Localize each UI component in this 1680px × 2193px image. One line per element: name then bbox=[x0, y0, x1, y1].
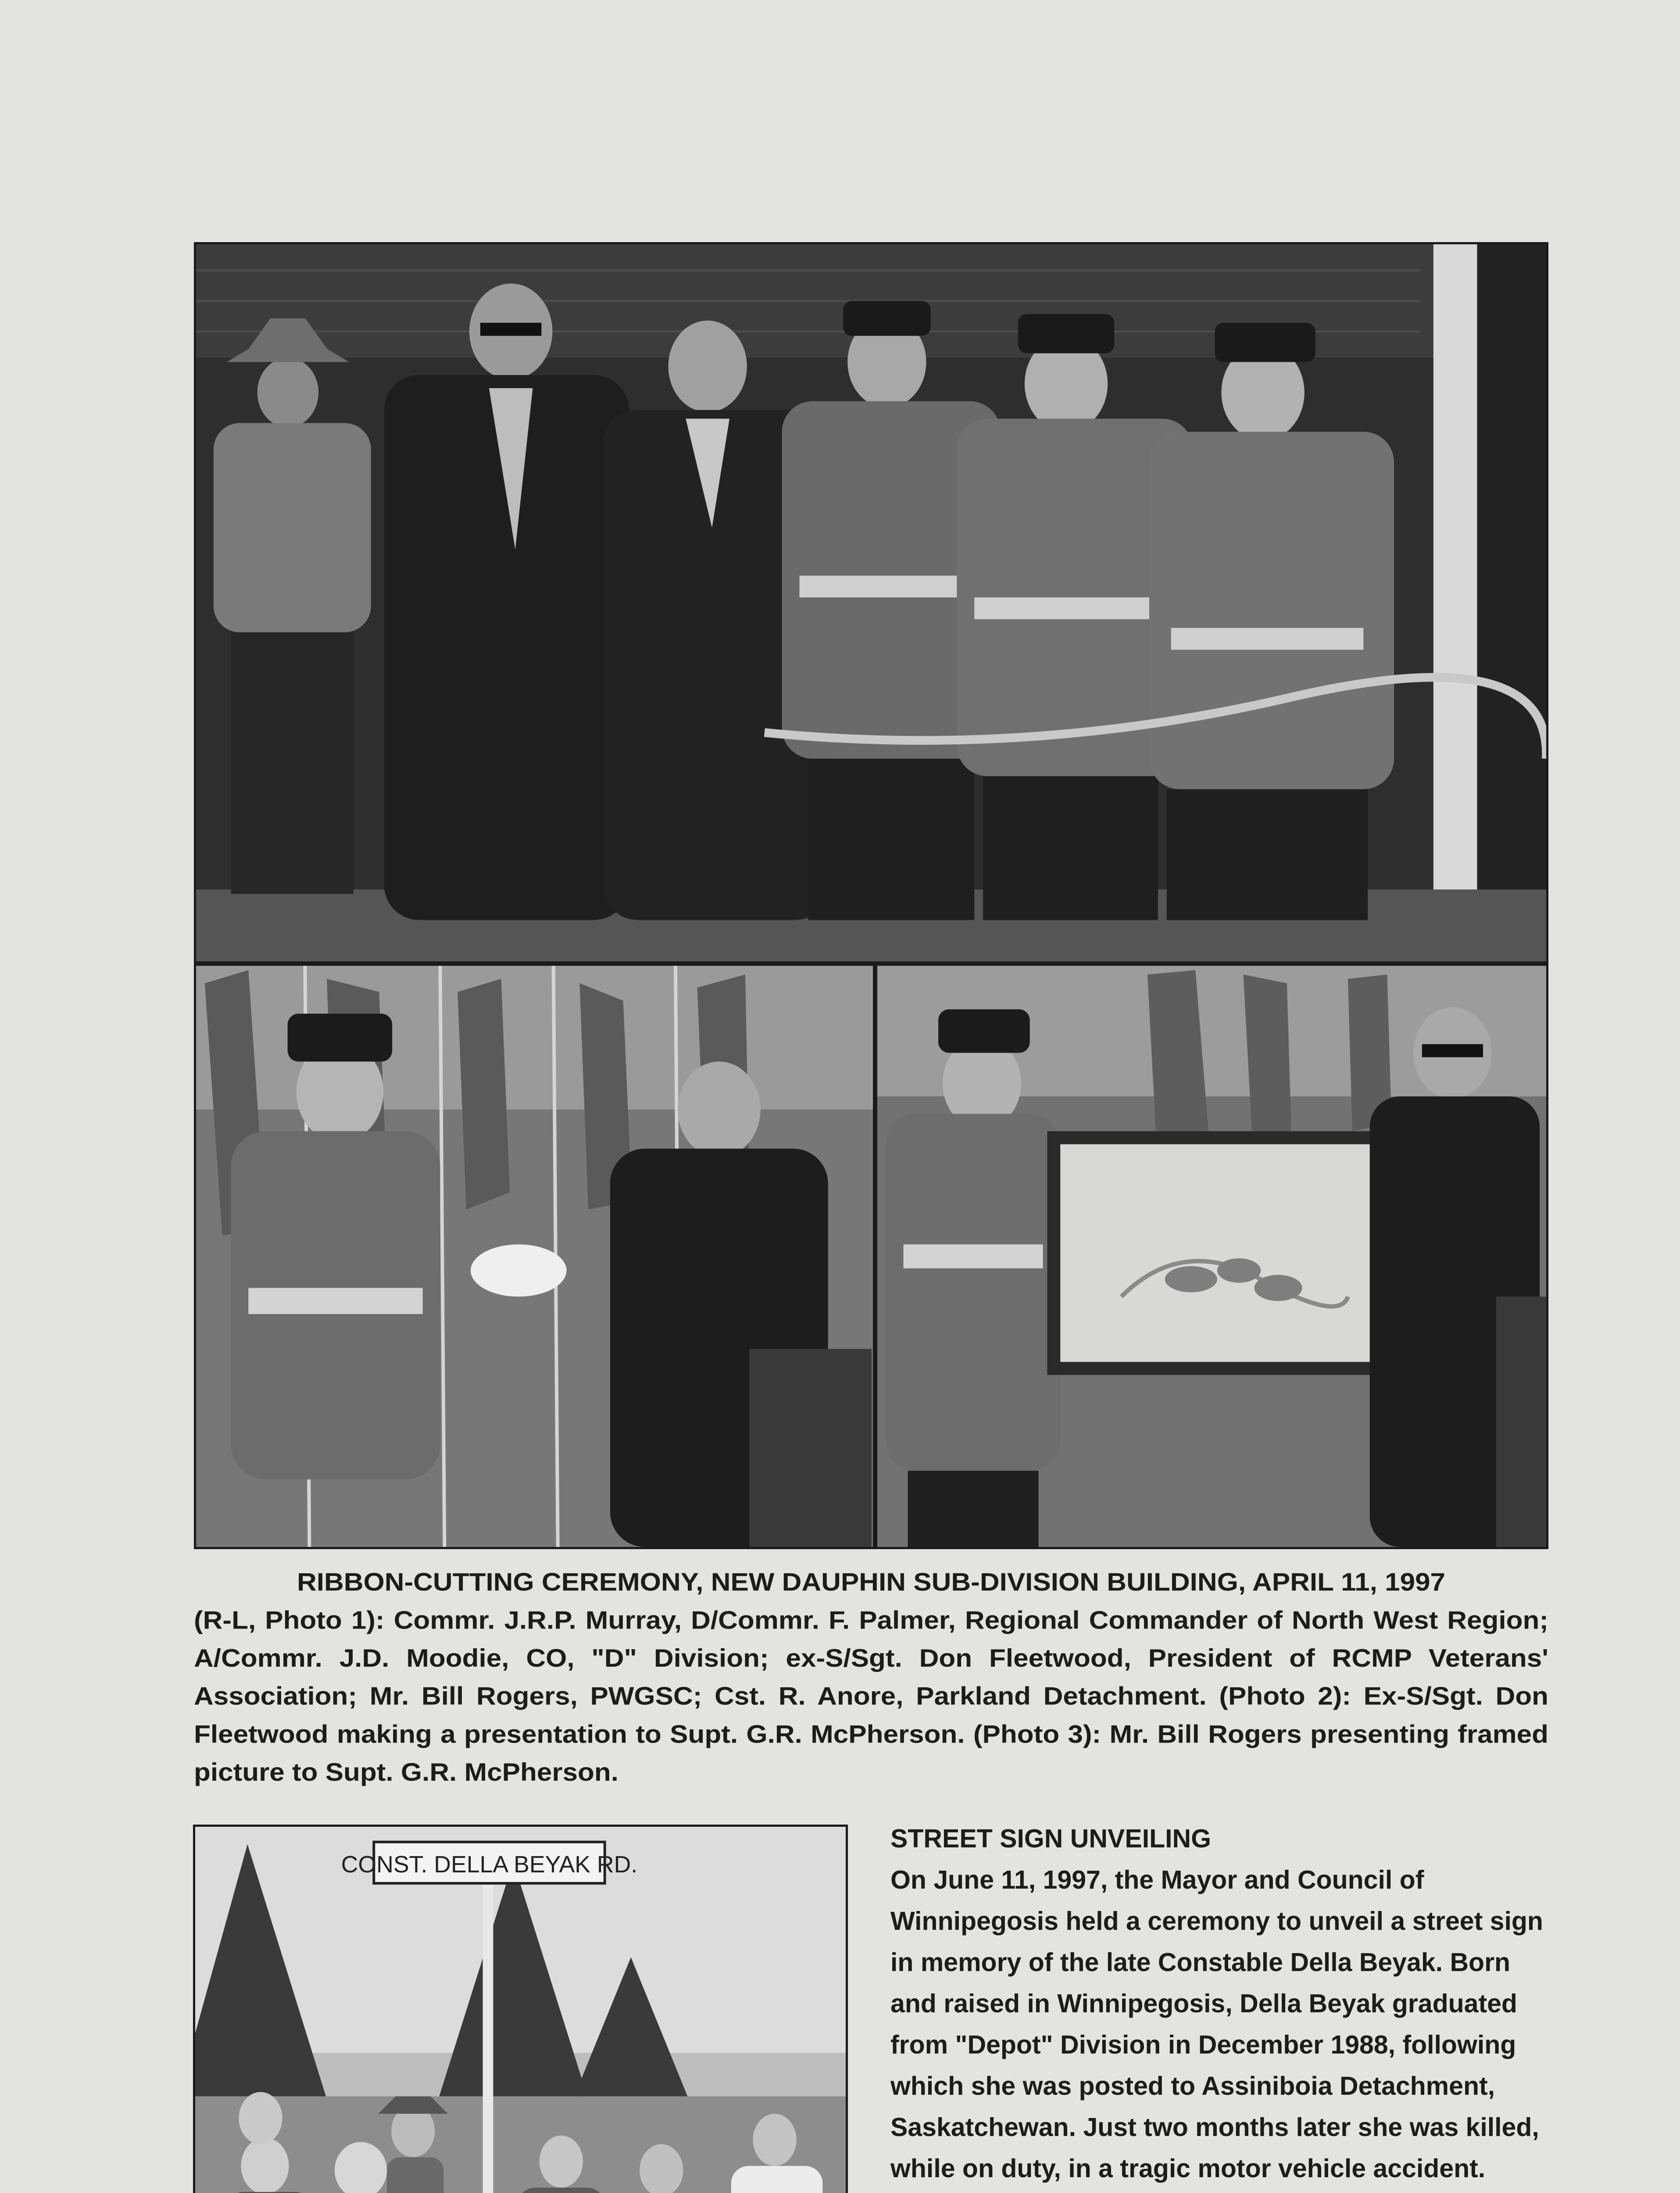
street-sign-text: CONST. DELLA BEYAK RD. bbox=[341, 1851, 638, 1878]
street-sign-article bbox=[890, 1818, 1544, 2193]
framed-picture-photo bbox=[875, 964, 1548, 1549]
article-title: STREET SIGN UNVEILING bbox=[890, 1824, 1212, 1853]
presentation-photo bbox=[194, 964, 875, 1549]
ribbon-cutting-photo bbox=[194, 242, 1548, 964]
article-body: On June 11, 1997, the Mayor and Council of Winnipegosis held a ceremony to unveil a street sign in memory of the late Constable Della Beyak. Born and raised in Winnipegosis, Della Beyak graduated from "Depot" Division in December 1988, following which she was posted to Assiniboia Detachment, Saskatchewan. Just two months later she was killed, while on duty, in a tragic motor vehicle accident. bbox=[890, 1865, 1543, 2183]
photo-caption bbox=[194, 1564, 1548, 1792]
caption-text: (R-L, Photo 1): Commr. J.R.P. Murray, D/Commr. F. Palmer, Regional Commander of North West Region; A/Commr. J.D. Moodie, CO, "D" Division; ex-S/Sgt. Don Fleetwood, President of RCMP Veterans' Association; Mr. Bill Rogers, PWGSC; Cst. R. Anore, Parkland Detachment. (Photo 2): Ex-S/Sgt. Don Fleetwood making a presentation to Supt. G.R. McPherson. (Photo 3): Mr. Bill Rogers presenting framed picture to Supt. G.R. McPherson. bbox=[194, 1606, 1548, 1786]
caption-title: RIBBON-CUTTING CEREMONY, NEW DAUPHIN SUB-DIVISION BUILDING, APRIL 11, 1997 bbox=[297, 1568, 1446, 1597]
street-sign-photo bbox=[193, 1825, 848, 2193]
